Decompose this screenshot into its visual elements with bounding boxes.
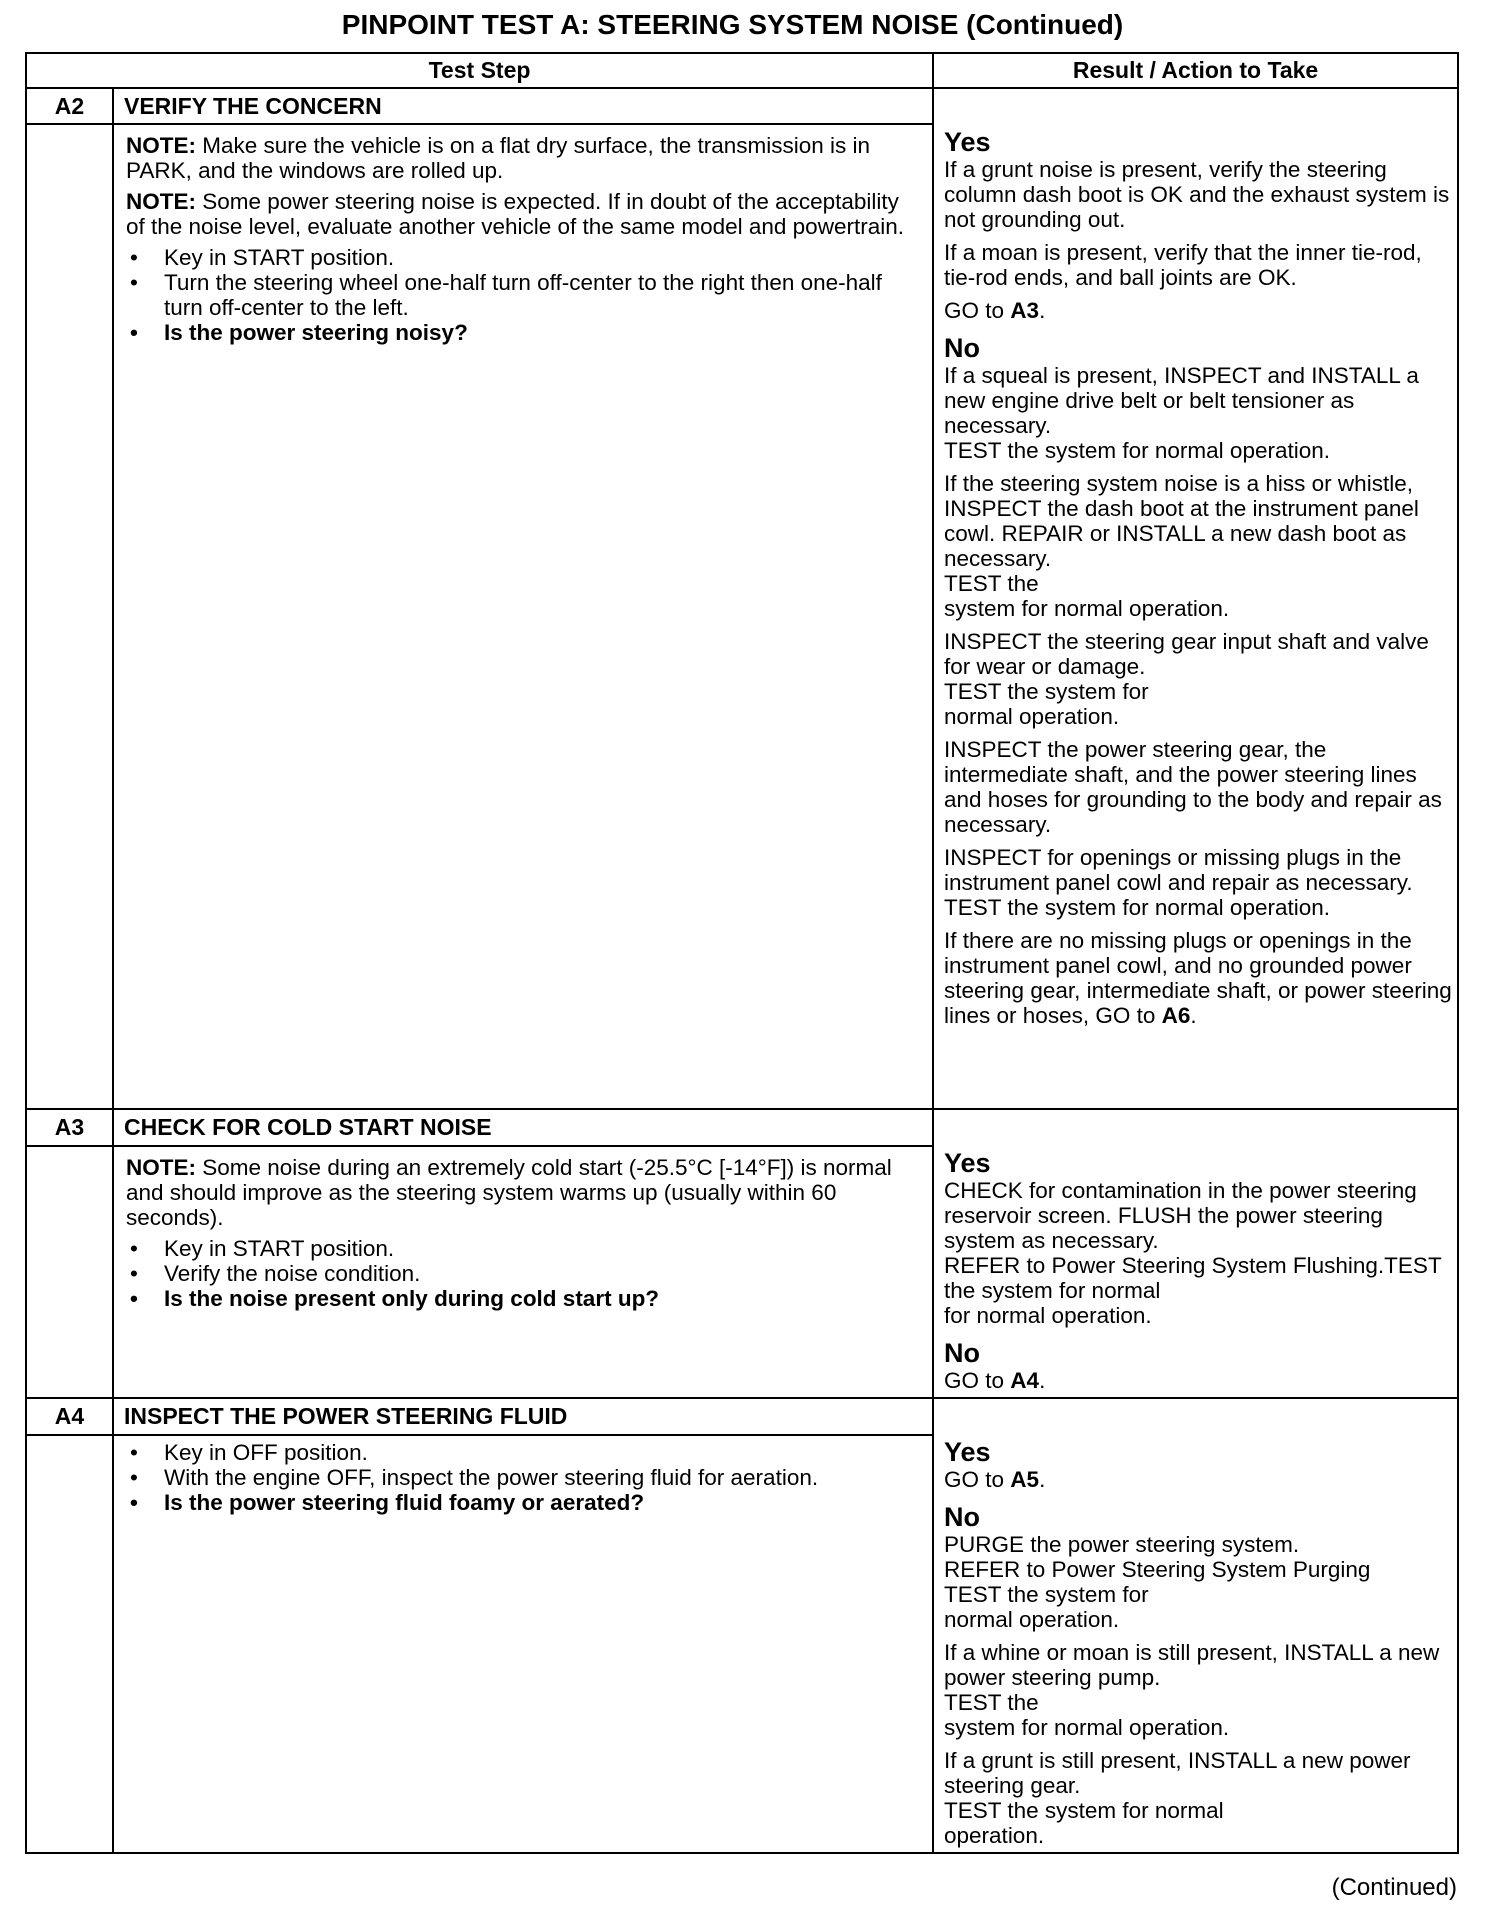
result-text: If a grunt is still present, INSTALL a new power steering gear. xyxy=(944,1748,1411,1798)
result-text: If the steering system noise is a hiss or whistle, INSPECT the dash boot at the instrument panel cowl. REPAIR or INSTALL a new dash boot as necessary. xyxy=(944,471,1419,571)
result-text: normal operation. xyxy=(944,1607,1120,1632)
result-text: If a squeal is present, INSPECT and INSTALL a new engine drive belt or belt tensioner as necessary. xyxy=(944,363,1419,438)
list-item: • Verify the noise condition. xyxy=(126,1261,920,1286)
bullet-list xyxy=(126,1236,920,1311)
pinpoint-test-table xyxy=(25,52,1459,1854)
result-text: If a grunt noise is present, verify the steering column dash boot is OK and the exhaust system is not grounding out. xyxy=(944,157,1450,232)
step-heading: VERIFY THE CONCERN xyxy=(113,88,933,124)
result-text: REFER to Power Steering System Purging xyxy=(944,1557,1371,1582)
step-heading: CHECK FOR COLD START NOISE xyxy=(113,1109,933,1146)
test-step-header: Test Step xyxy=(26,53,933,88)
result-text: normal operation. xyxy=(944,704,1120,729)
step-id: A2 xyxy=(26,88,113,124)
result-text: If a whine or moan is still present, INSTALL a new power steering pump. xyxy=(944,1640,1440,1690)
result-goto: GO to A4. xyxy=(944,1368,1046,1393)
yes-label: Yes xyxy=(944,1437,991,1467)
result-goto: If there are no missing plugs or openings in the instrument panel cowl, and no grounded power steering gear, intermediate shaft, or power steering lines or hoses, GO to A6. xyxy=(944,928,1452,1028)
step-a3-body xyxy=(113,1146,933,1398)
result-text: If a moan is present, verify that the inner tie-rod, tie-rod ends, and ball joints are OK. xyxy=(944,240,1422,290)
step-a2-result xyxy=(933,88,1458,1109)
no-label: No xyxy=(944,1502,981,1532)
step-id: A4 xyxy=(26,1398,113,1435)
result-text: REFER to Power Steering System Flushing.TEST the system for normal xyxy=(944,1253,1442,1303)
list-item: • Key in START position. xyxy=(126,245,920,270)
note: NOTE: Some noise during an extremely cold start (-25.5°C [-14°F]) is normal and should improve as the steering system warms up (usually within 60 seconds). xyxy=(126,1155,892,1231)
yes-label: Yes xyxy=(944,1148,991,1178)
step-a4-result xyxy=(933,1398,1458,1853)
list-item: • Key in START position. xyxy=(126,1236,920,1261)
result-text: TEST the xyxy=(944,571,1039,596)
bullet-list xyxy=(126,245,920,345)
result-text: system for normal operation. xyxy=(944,596,1230,621)
test-question: • Is the noise present only during cold start up? xyxy=(126,1286,920,1311)
result-text: TEST the system for xyxy=(944,679,1149,704)
test-question: • Is the power steering noisy? xyxy=(126,320,920,345)
step-a2-heading-row xyxy=(26,88,1458,124)
step-a3-heading-row xyxy=(26,1109,1458,1146)
step-a4-heading-row xyxy=(26,1398,1458,1435)
bullet-list xyxy=(126,1440,920,1515)
result-goto: GO to A5. xyxy=(944,1467,1046,1492)
table-header-row xyxy=(26,53,1458,88)
step-a3-result xyxy=(933,1109,1458,1398)
step-a4-body xyxy=(113,1435,933,1853)
step-heading: INSPECT THE POWER STEERING FLUID xyxy=(113,1398,933,1435)
no-label: No xyxy=(944,333,981,363)
no-label: No xyxy=(944,1338,981,1368)
result-goto: GO to A3. xyxy=(944,298,1046,323)
page-title: PINPOINT TEST A: STEERING SYSTEM NOISE (Continued) xyxy=(341,9,1124,40)
result-text: TEST the system for normal xyxy=(944,1798,1224,1823)
step-id: A3 xyxy=(26,1109,113,1146)
list-item: • Turn the steering wheel one-half turn off-center to the right then one-half turn off-center to the left. xyxy=(126,270,920,320)
list-item: • Key in OFF position. xyxy=(126,1440,920,1465)
continued-label: (Continued) xyxy=(1331,1874,1457,1901)
result-header: Result / Action to Take xyxy=(933,53,1458,88)
result-text: TEST the system for xyxy=(944,1582,1149,1607)
note: NOTE: Some power steering noise is expected. If in doubt of the acceptability of the noise level, evaluate another vehicle of the same model and powertrain. xyxy=(126,189,904,239)
result-text: INSPECT the steering gear input shaft and valve for wear or damage. xyxy=(944,629,1429,679)
result-text: operation. xyxy=(944,1823,1045,1848)
note: NOTE: Make sure the vehicle is on a flat dry surface, the transmission is in PARK, and the windows are rolled up. xyxy=(126,133,871,183)
result-text: for normal operation. xyxy=(944,1303,1152,1328)
step-a2-body xyxy=(113,124,933,1109)
test-question: • Is the power steering fluid foamy or aerated? xyxy=(126,1490,920,1515)
result-text: system for normal operation. xyxy=(944,1715,1230,1740)
result-text: INSPECT for openings or missing plugs in the instrument panel cowl and repair as necessary. TEST the system for normal operation. xyxy=(944,845,1413,920)
list-item: • With the engine OFF, inspect the power steering fluid for aeration. xyxy=(126,1465,920,1490)
result-text: TEST the system for normal operation. xyxy=(944,438,1331,463)
result-text: INSPECT the power steering gear, the intermediate shaft, and the power steering lines and hoses for grounding to the body and repair as necessary. xyxy=(944,737,1442,837)
result-text: TEST the xyxy=(944,1690,1039,1715)
result-text: PURGE the power steering system. xyxy=(944,1532,1300,1557)
yes-label: Yes xyxy=(944,127,991,157)
result-text: CHECK for contamination in the power steering reservoir screen. FLUSH the power steering system as necessary. xyxy=(944,1178,1417,1253)
